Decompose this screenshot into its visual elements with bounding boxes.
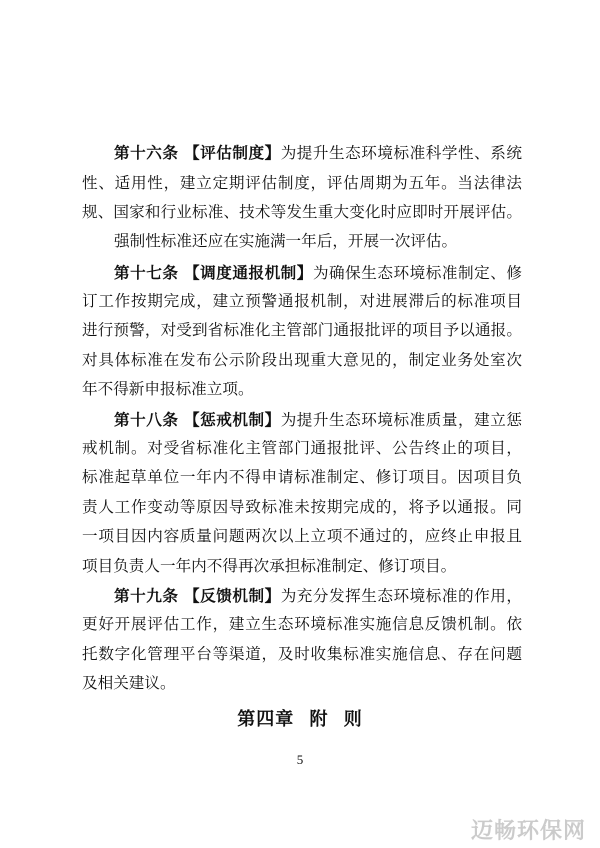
article-17-line: 进行预警，对受到省标准化主管部门通报批评的项目予以通报。 (82, 321, 522, 339)
article-18-line: 责人工作变动等原因导致标准未按期完成的，将予以通报。同 (82, 498, 522, 516)
article-17-line: 年不得新申报标准立项。 (82, 380, 254, 398)
chapter-title: 第四章 附 则 (237, 709, 363, 730)
article-16-number: 第十六条 (114, 143, 179, 162)
article-17-tag: 【调度通报机制】 (183, 264, 313, 282)
article-17-line: 对具体标准在发布公示阶段出现重大意见的，制定业务处室次 (82, 351, 522, 369)
article-16-text: 为提升生态环境标准科学性、系统 (280, 144, 522, 162)
article-18-heading-line (114, 410, 522, 430)
article-19-heading-line (114, 586, 522, 606)
article-16-line: 规、国家和行业标准、技术等发生重大变化时应即时开展评估。 (82, 203, 522, 221)
page-number: 5 (296, 752, 304, 767)
article-19-text: 为充分发挥生态环境标准的作用， (280, 587, 522, 605)
article-19-tag: 【反馈机制】 (183, 587, 281, 605)
article-17-heading-line (114, 263, 522, 283)
article-16-extra-paragraph: 强制性标准还应在实施满一年后，开展一次评估。 (114, 232, 458, 250)
article-16-line: 性、适用性，建立定期评估制度，评估周期为五年。当法律法 (82, 174, 522, 192)
article-17-number: 第十七条 (114, 263, 179, 282)
article-18-line: 一项目因内容质量问题两次以上立项不通过的，应终止申报且 (82, 527, 522, 545)
article-17-text: 为确保生态环境标准制定、修 (312, 264, 522, 282)
article-18-line: 标准起草单位一年内不得申请标准制定、修订项目。因项目负 (82, 468, 522, 486)
article-17-line: 订工作按期完成，建立预警通报机制，对进展滞后的标准项目 (82, 292, 522, 310)
article-19-line: 更好开展评估工作，建立生态环境标准实施信息反馈机制。依 (82, 615, 522, 633)
article-19-line: 及相关建议。 (82, 674, 176, 692)
article-16-tag: 【评估制度】 (183, 144, 281, 162)
article-18-line: 戒机制。对受省标准化主管部门通报批评、公告终止的项目， (82, 439, 522, 457)
article-18-text: 为提升生态环境标准质量，建立惩 (280, 411, 522, 429)
article-16-heading-line (114, 143, 522, 163)
article-19-line: 托数字化管理平台等渠道，及时收集标准实施信息、存在问题 (82, 645, 522, 663)
article-18-line: 项目负责人一年内不得再次承担标准制定、修订项目。 (82, 557, 457, 575)
article-18-tag: 【惩戒机制】 (183, 411, 281, 429)
article-19-number: 第十九条 (114, 586, 179, 605)
site-watermark: 迈畅环保网 (470, 819, 586, 844)
article-18-number: 第十八条 (114, 410, 179, 429)
